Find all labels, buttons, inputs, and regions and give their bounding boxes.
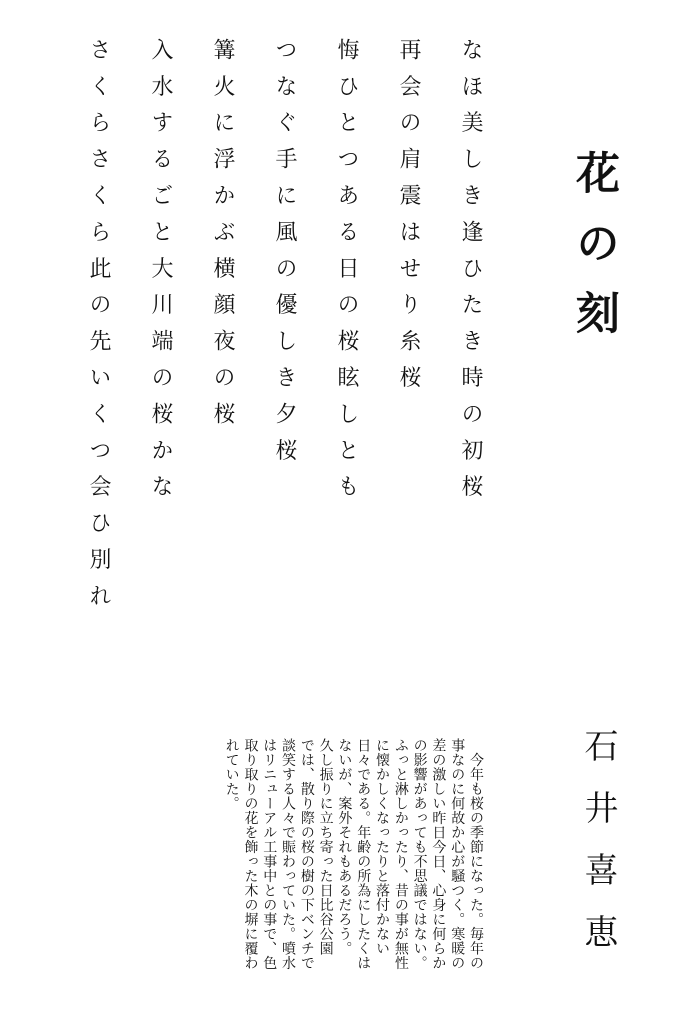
essay-line: ないが、案外それもあるだろう。	[336, 738, 353, 956]
essay-line: 取り取りの花を飾った木の塀に覆わ	[242, 738, 259, 970]
essay-line: 久し振りに立ち寄った日比谷公園	[317, 738, 334, 956]
essay-line: に懐かしくなったりと落付かない	[374, 738, 391, 956]
poem-line: 悔ひとつある日の桜眩しとも	[334, 38, 359, 512]
poem	[70, 38, 498, 678]
essay-line: れていた。	[223, 738, 240, 811]
poem-line: つなぐ手に風の優しき夕桜	[272, 38, 297, 475]
essay-line: 今年も桜の季節になった。毎年の	[468, 738, 484, 970]
essay-line: 談笑する人々で賑わっていた。噴水	[280, 738, 297, 970]
essay-line: 差の激しい昨日今日、心身に何らか	[430, 738, 447, 970]
poem-line: 篝火に浮かぶ横顔夜の桜	[210, 38, 235, 439]
essay-line: では、散り際の桜の樹の下ベンチで	[298, 738, 315, 970]
page-title: 花の刻	[568, 150, 619, 360]
poem-line: 入水するごと大川端の桜かな	[148, 38, 173, 512]
essay-line: の影響があっても不思議ではない。	[411, 738, 428, 970]
essay-line: 日々である。年齢の所為にしたくは	[355, 738, 372, 970]
poem-line: さくらさくら此の先いくつ会ひ別れ	[86, 38, 111, 621]
poem-line: なほ美しき逢ひたき時の初桜	[458, 38, 483, 512]
author-name: 石井喜恵	[578, 728, 618, 976]
poem-line: 再会の肩震はせり糸桜	[396, 38, 421, 402]
essay	[223, 738, 485, 1000]
essay-line: 事なのに何故か心が騒つく。寒暖の	[449, 738, 466, 970]
essay-line: はリニューアル工事中との事で、色	[261, 738, 278, 970]
essay-line: ふっと淋しかったり、昔の事が無性	[392, 738, 409, 970]
